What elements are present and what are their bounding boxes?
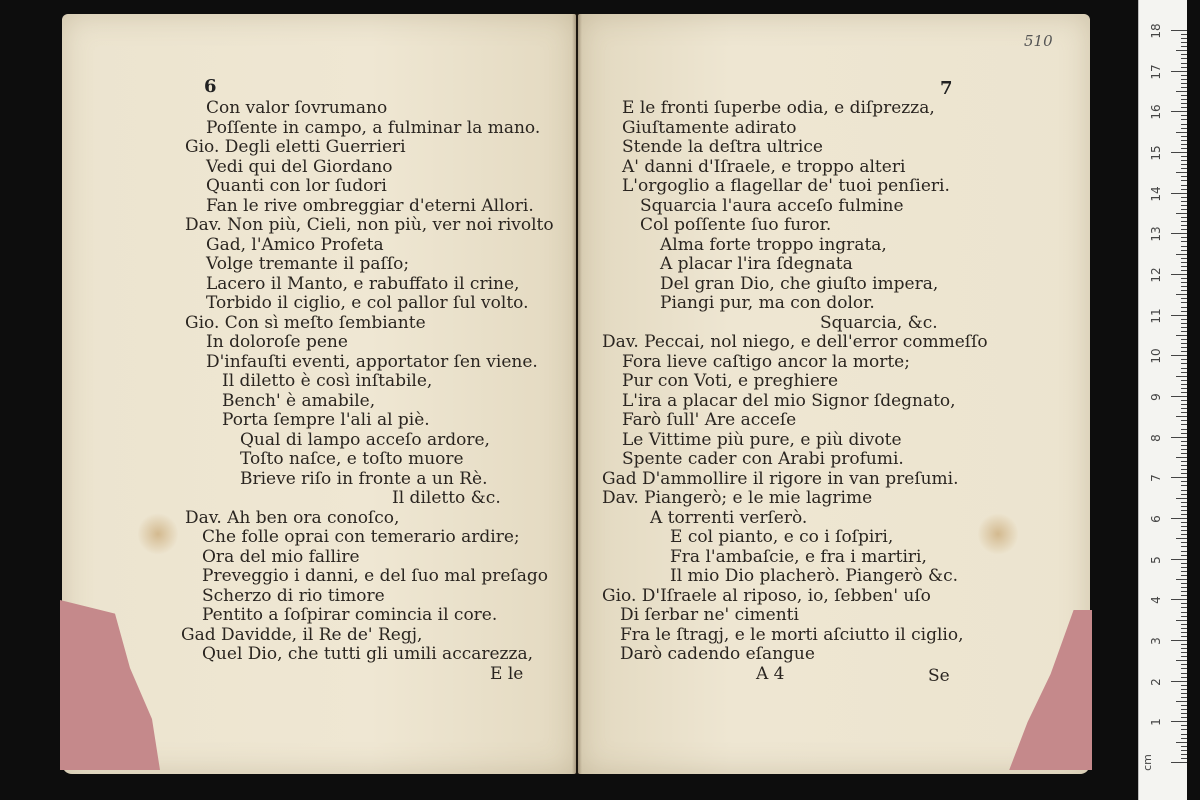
ruler-tick — [1176, 50, 1187, 51]
text-line: Darò cadendo eſangue — [620, 644, 815, 664]
ruler-tick — [1181, 270, 1187, 271]
ruler-tick — [1181, 148, 1187, 149]
ruler-tick — [1181, 115, 1187, 116]
ruler-tick — [1181, 250, 1187, 251]
ruler-tick — [1176, 335, 1187, 336]
ruler-tick — [1181, 42, 1187, 43]
text-line: Alma forte troppo ingrata, — [660, 235, 887, 255]
ruler-tick — [1171, 193, 1187, 194]
ruler-tick — [1181, 587, 1187, 588]
ruler-number: 5 — [1149, 555, 1163, 564]
text-line: A' danni d'Iſraele, e troppo alteri — [622, 157, 906, 177]
ruler-tick — [1181, 632, 1187, 633]
text-line: Gad, l'Amico Profeta — [206, 235, 384, 255]
text-line: Volge tremante il paſſo; — [206, 254, 410, 274]
ruler-tick — [1176, 538, 1187, 539]
ruler-tick — [1181, 63, 1187, 64]
left-page-number: 6 — [204, 76, 217, 97]
ruler-tick — [1181, 697, 1187, 698]
ruler-tick — [1176, 294, 1187, 295]
ruler-tick — [1181, 709, 1187, 710]
text-line: Quanti con lor ſudori — [206, 176, 387, 196]
ruler-tick — [1181, 453, 1187, 454]
ruler-tick — [1181, 380, 1187, 381]
ruler-number: 18 — [1149, 23, 1163, 39]
ruler-tick — [1181, 343, 1187, 344]
ruler-tick — [1176, 498, 1187, 499]
ruler-tick — [1181, 534, 1187, 535]
ruler-tick — [1181, 229, 1187, 230]
measurement-ruler — [1138, 0, 1187, 800]
ruler-tick — [1181, 510, 1187, 511]
ruler-tick — [1176, 376, 1187, 377]
ruler-tick — [1181, 359, 1187, 360]
ruler-tick — [1181, 461, 1187, 462]
ruler-tick — [1176, 172, 1187, 173]
ruler-tick — [1181, 449, 1187, 450]
text-line: Pur con Voti, e preghiere — [622, 371, 839, 391]
ruler-tick — [1171, 559, 1187, 560]
ruler-tick — [1181, 58, 1187, 59]
ruler-tick — [1181, 713, 1187, 714]
ruler-tick — [1181, 668, 1187, 669]
ruler-tick — [1181, 46, 1187, 47]
ruler-tick — [1181, 307, 1187, 308]
text-line: Gio. Con sì meſto ſembiante — [185, 313, 426, 333]
text-line: E le fronti ſuperbe odia, e diſprezza, — [622, 98, 935, 118]
ruler-tick — [1181, 648, 1187, 649]
ruler-tick — [1171, 640, 1187, 641]
ruler-tick — [1181, 526, 1187, 527]
text-line: Dav. Piangerò; e le mie lagrime — [602, 488, 873, 508]
ruler-tick — [1171, 721, 1187, 722]
ruler-tick — [1181, 485, 1187, 486]
stain-left — [138, 512, 178, 556]
right-page-number: 7 — [940, 78, 953, 99]
ruler-tick — [1181, 258, 1187, 259]
ruler-number: 1 — [1149, 718, 1163, 727]
ruler-tick — [1181, 445, 1187, 446]
ruler-tick — [1181, 583, 1187, 584]
ruler-tick — [1181, 241, 1187, 242]
text-line: Scherzo di rio timore — [202, 586, 385, 606]
ruler-tick — [1181, 400, 1187, 401]
ruler-tick — [1171, 518, 1187, 519]
ruler-tick — [1181, 266, 1187, 267]
catchword: E le — [490, 664, 524, 684]
ruler-tick — [1181, 339, 1187, 340]
ruler-tick — [1181, 83, 1187, 84]
text-line: Gio. D'Iſraele al riposo, io, ſebben' uſo — [602, 586, 931, 606]
ruler-tick — [1181, 319, 1187, 320]
ruler-tick — [1181, 603, 1187, 604]
ruler-tick — [1176, 254, 1187, 255]
ruler-tick — [1176, 620, 1187, 621]
ruler-tick — [1181, 160, 1187, 161]
ruler-tick — [1181, 575, 1187, 576]
ruler-tick — [1171, 30, 1187, 31]
ruler-number: 14 — [1149, 186, 1163, 202]
ruler-number: 9 — [1149, 393, 1163, 401]
ruler-tick — [1181, 95, 1187, 96]
text-line: Che folle oprai con temerario ardire; — [202, 527, 520, 547]
text-line: D'infauſti eventi, apportator ſen viene. — [206, 352, 538, 372]
ruler-tick — [1181, 644, 1187, 645]
ruler-tick — [1181, 624, 1187, 625]
ruler-tick — [1176, 457, 1187, 458]
ruler-tick — [1176, 132, 1187, 133]
ruler-tick — [1181, 384, 1187, 385]
ruler-tick — [1181, 67, 1187, 68]
ruler-tick — [1181, 429, 1187, 430]
ruler-tick — [1181, 571, 1187, 572]
ruler-tick — [1181, 302, 1187, 303]
ruler-tick — [1181, 481, 1187, 482]
ruler-tick — [1181, 555, 1187, 556]
ruler-tick — [1181, 636, 1187, 637]
archive-mark: 510 — [1024, 32, 1053, 50]
ruler-tick — [1181, 124, 1187, 125]
ruler-number: 17 — [1149, 64, 1163, 80]
ruler-tick — [1171, 274, 1187, 275]
ruler-number: 16 — [1149, 104, 1163, 120]
ruler-number: 10 — [1149, 348, 1163, 364]
text-line: Il mio Dio placherò. Piangerò &c. — [670, 566, 959, 586]
ruler-tick — [1181, 128, 1187, 129]
ruler-tick — [1181, 298, 1187, 299]
ruler-tick — [1181, 311, 1187, 312]
text-line: Spente cader con Arabi profumi. — [622, 449, 904, 469]
ruler-tick — [1181, 246, 1187, 247]
stain-right — [978, 512, 1018, 556]
ruler-tick — [1171, 396, 1187, 397]
ruler-tick — [1181, 473, 1187, 474]
ruler-tick — [1181, 465, 1187, 466]
ruler-tick — [1181, 107, 1187, 108]
text-line: Dav. Non più, Cieli, non più, ver noi rivolto — [185, 215, 554, 235]
ruler-tick — [1171, 111, 1187, 112]
text-line: Lacero il Manto, e rabuffato il crine, — [206, 274, 520, 294]
ruler-tick — [1181, 119, 1187, 120]
text-line: Dav. Ah ben ora conoſco, — [185, 508, 400, 528]
text-line: Fan le rive ombreggiar d'eterni Allori. — [206, 196, 534, 216]
ruler-tick — [1181, 87, 1187, 88]
ruler-tick — [1181, 372, 1187, 373]
ruler-tick — [1181, 136, 1187, 137]
text-line: A torrenti verſerò. — [650, 508, 808, 528]
ruler-tick — [1181, 363, 1187, 364]
ruler-tick — [1181, 189, 1187, 190]
text-line: Fra le ſtragj, e le morti aſciutto il ciglio, — [620, 625, 964, 645]
ruler-number: 4 — [1149, 596, 1163, 605]
ruler-tick — [1181, 530, 1187, 531]
text-line: E col pianto, e co i ſoſpiri, — [670, 527, 894, 547]
ruler-tick — [1181, 38, 1187, 39]
text-line: Fra l'ambaſcie, e fra i martiri, — [670, 547, 927, 567]
text-line: Col poſſente ſuo furor. — [640, 215, 832, 235]
ruler-tick — [1181, 595, 1187, 596]
ruler-tick — [1181, 237, 1187, 238]
text-line: Preveggio i danni, e del ſuo mal preſago — [202, 566, 548, 586]
signature-mark: A 4 — [756, 664, 785, 684]
text-line: Piangi pur, ma con dolor. — [660, 293, 875, 313]
ruler-tick — [1176, 213, 1187, 214]
ruler-tick — [1181, 705, 1187, 706]
ruler-tick — [1171, 233, 1187, 234]
ruler-tick — [1181, 652, 1187, 653]
ruler-number: 15 — [1149, 145, 1163, 161]
ruler-tick — [1181, 664, 1187, 665]
text-line: Fora lieve caſtigo ancor la morte; — [622, 352, 910, 372]
ruler-tick — [1181, 746, 1187, 747]
ruler-tick — [1181, 717, 1187, 718]
text-line: Vedi qui del Giordano — [206, 157, 393, 177]
ruler-tick — [1181, 433, 1187, 434]
ruler-tick — [1171, 315, 1187, 316]
ruler-tick — [1181, 738, 1187, 739]
ruler-tick — [1181, 567, 1187, 568]
text-line: In doloroſe pene — [206, 332, 348, 352]
ruler-tick — [1181, 563, 1187, 564]
ruler-tick — [1176, 579, 1187, 580]
ruler-tick — [1181, 79, 1187, 80]
ruler-tick — [1171, 477, 1187, 478]
ruler-number: 7 — [1149, 474, 1163, 483]
ruler-tick — [1181, 327, 1187, 328]
text-line: Porta ſempre l'ali al piè. — [222, 410, 430, 430]
ruler-tick — [1181, 469, 1187, 470]
ruler-tick — [1181, 331, 1187, 332]
ruler-tick — [1181, 221, 1187, 222]
ruler-tick — [1181, 103, 1187, 104]
ruler-tick — [1171, 152, 1187, 153]
ruler-tick — [1181, 494, 1187, 495]
text-line: Toſto naſce, e toſto muore — [240, 449, 464, 469]
ruler-tick — [1181, 217, 1187, 218]
ruler-tick — [1181, 368, 1187, 369]
ruler-tick — [1181, 522, 1187, 523]
ruler-number: 6 — [1149, 515, 1163, 523]
ruler-tick — [1181, 99, 1187, 100]
text-line: Giuſtamente adirato — [622, 118, 797, 138]
text-line: L'orgoglio a flagellar de' tuoi penſieri. — [622, 176, 950, 196]
ruler-tick — [1181, 591, 1187, 592]
ruler-tick — [1181, 758, 1187, 759]
ruler-tick — [1181, 490, 1187, 491]
ruler-tick — [1181, 286, 1187, 287]
ruler-tick — [1181, 693, 1187, 694]
text-line: Ora del mio fallire — [202, 547, 360, 567]
ruler-tick — [1181, 225, 1187, 226]
ruler-tick — [1176, 660, 1187, 661]
ruler-number: 12 — [1149, 267, 1163, 283]
ruler-tick — [1181, 201, 1187, 202]
ruler-tick — [1181, 54, 1187, 55]
ruler-tick — [1181, 164, 1187, 165]
ruler-tick — [1181, 144, 1187, 145]
ruler-tick — [1181, 673, 1187, 674]
text-line: Il diletto &c. — [392, 488, 501, 508]
ruler-tick — [1171, 762, 1187, 763]
ruler-number: 13 — [1149, 226, 1163, 242]
text-line: Stende la deſtra ultrice — [622, 137, 823, 157]
ruler-tick — [1181, 176, 1187, 177]
ruler-tick — [1181, 607, 1187, 608]
text-line: Il diletto è così inſtabile, — [222, 371, 433, 391]
text-line: Brieve riſo in fronte a un Rè. — [240, 469, 488, 489]
text-line: Squarcia l'aura acceſo fulmine — [640, 196, 904, 216]
text-line: Poſſente in campo, a fulminar la mano. — [206, 118, 541, 138]
text-line: Farò ſull' Are acceſe — [622, 410, 797, 430]
ruler-tick — [1176, 91, 1187, 92]
ruler-unit-label: cm — [1140, 754, 1154, 771]
ruler-tick — [1181, 729, 1187, 730]
ruler-tick — [1181, 282, 1187, 283]
ruler-tick — [1176, 742, 1187, 743]
ruler-number: 2 — [1149, 677, 1163, 686]
ruler-tick — [1181, 502, 1187, 503]
ruler-tick — [1181, 542, 1187, 543]
text-line: Gio. Degli eletti Guerrieri — [185, 137, 406, 157]
ruler-tick — [1181, 677, 1187, 678]
ruler-tick — [1181, 750, 1187, 751]
ruler-tick — [1171, 437, 1187, 438]
ruler-tick — [1181, 404, 1187, 405]
ruler-tick — [1181, 754, 1187, 755]
ruler-tick — [1181, 388, 1187, 389]
ruler-tick — [1171, 599, 1187, 600]
ruler-tick — [1181, 185, 1187, 186]
ruler-tick — [1181, 734, 1187, 735]
ruler-tick — [1181, 323, 1187, 324]
text-line: Gad D'ammollire il rigore in van preſumi. — [602, 469, 959, 489]
ruler-tick — [1181, 34, 1187, 35]
book-gutter — [572, 14, 582, 774]
ruler-tick — [1181, 262, 1187, 263]
text-line: Di ſerbar ne' cimenti — [620, 605, 799, 625]
ruler-tick — [1176, 416, 1187, 417]
ruler-tick — [1171, 71, 1187, 72]
text-line: Gad Davidde, il Re de' Regj, — [181, 625, 423, 645]
ruler-tick — [1181, 278, 1187, 279]
text-line: Con valor ſovrumano — [206, 98, 388, 118]
ruler-tick — [1181, 140, 1187, 141]
ruler-number: 8 — [1149, 433, 1163, 442]
ruler-tick — [1181, 392, 1187, 393]
ruler-tick — [1181, 616, 1187, 617]
ruler-number: 11 — [1149, 308, 1163, 324]
ruler-tick — [1181, 514, 1187, 515]
ruler-tick — [1181, 180, 1187, 181]
text-line: Dav. Peccai, nol niego, e dell'error commeſſo — [602, 332, 988, 352]
ruler-tick — [1181, 546, 1187, 547]
text-line: Le Vittime più pure, e più divote — [622, 430, 902, 450]
ruler-tick — [1171, 355, 1187, 356]
ruler-tick — [1181, 725, 1187, 726]
text-line: Bench' è amabile, — [222, 391, 376, 411]
ruler-tick — [1181, 75, 1187, 76]
ruler-tick — [1181, 420, 1187, 421]
ruler-tick — [1171, 681, 1187, 682]
ruler-tick — [1176, 701, 1187, 702]
ruler-tick — [1181, 551, 1187, 552]
ruler-tick — [1181, 628, 1187, 629]
ruler-tick — [1181, 168, 1187, 169]
text-line: Del gran Dio, che giuſto impera, — [660, 274, 939, 294]
text-line: Qual di lampo acceſo ardore, — [240, 430, 490, 450]
text-line: Quel Dio, che tutti gli umili accarezza, — [202, 644, 534, 664]
text-line: A placar l'ira ſdegnata — [660, 254, 853, 274]
ruler-tick — [1181, 290, 1187, 291]
ruler-tick — [1181, 656, 1187, 657]
ruler-tick — [1181, 689, 1187, 690]
ruler-tick — [1181, 197, 1187, 198]
ruler-tick — [1181, 506, 1187, 507]
ruler-tick — [1181, 441, 1187, 442]
text-line: L'ira a placar del mio Signor ſdegnato, — [622, 391, 956, 411]
text-line: Torbido il ciglio, e col pallor ſul volto. — [206, 293, 529, 313]
ruler-tick — [1181, 612, 1187, 613]
text-line: Squarcia, &c. — [820, 313, 938, 333]
catchword: Se — [928, 666, 950, 686]
ruler-tick — [1181, 205, 1187, 206]
ruler-tick — [1181, 408, 1187, 409]
ruler-tick — [1181, 156, 1187, 157]
ruler-number: 3 — [1149, 637, 1163, 645]
ruler-tick — [1181, 412, 1187, 413]
ruler-tick — [1181, 351, 1187, 352]
ruler-tick — [1181, 424, 1187, 425]
text-line: Pentito a ſoſpirar comincia il core. — [202, 605, 498, 625]
ruler-tick — [1181, 685, 1187, 686]
ruler-tick — [1181, 347, 1187, 348]
ruler-tick — [1181, 209, 1187, 210]
